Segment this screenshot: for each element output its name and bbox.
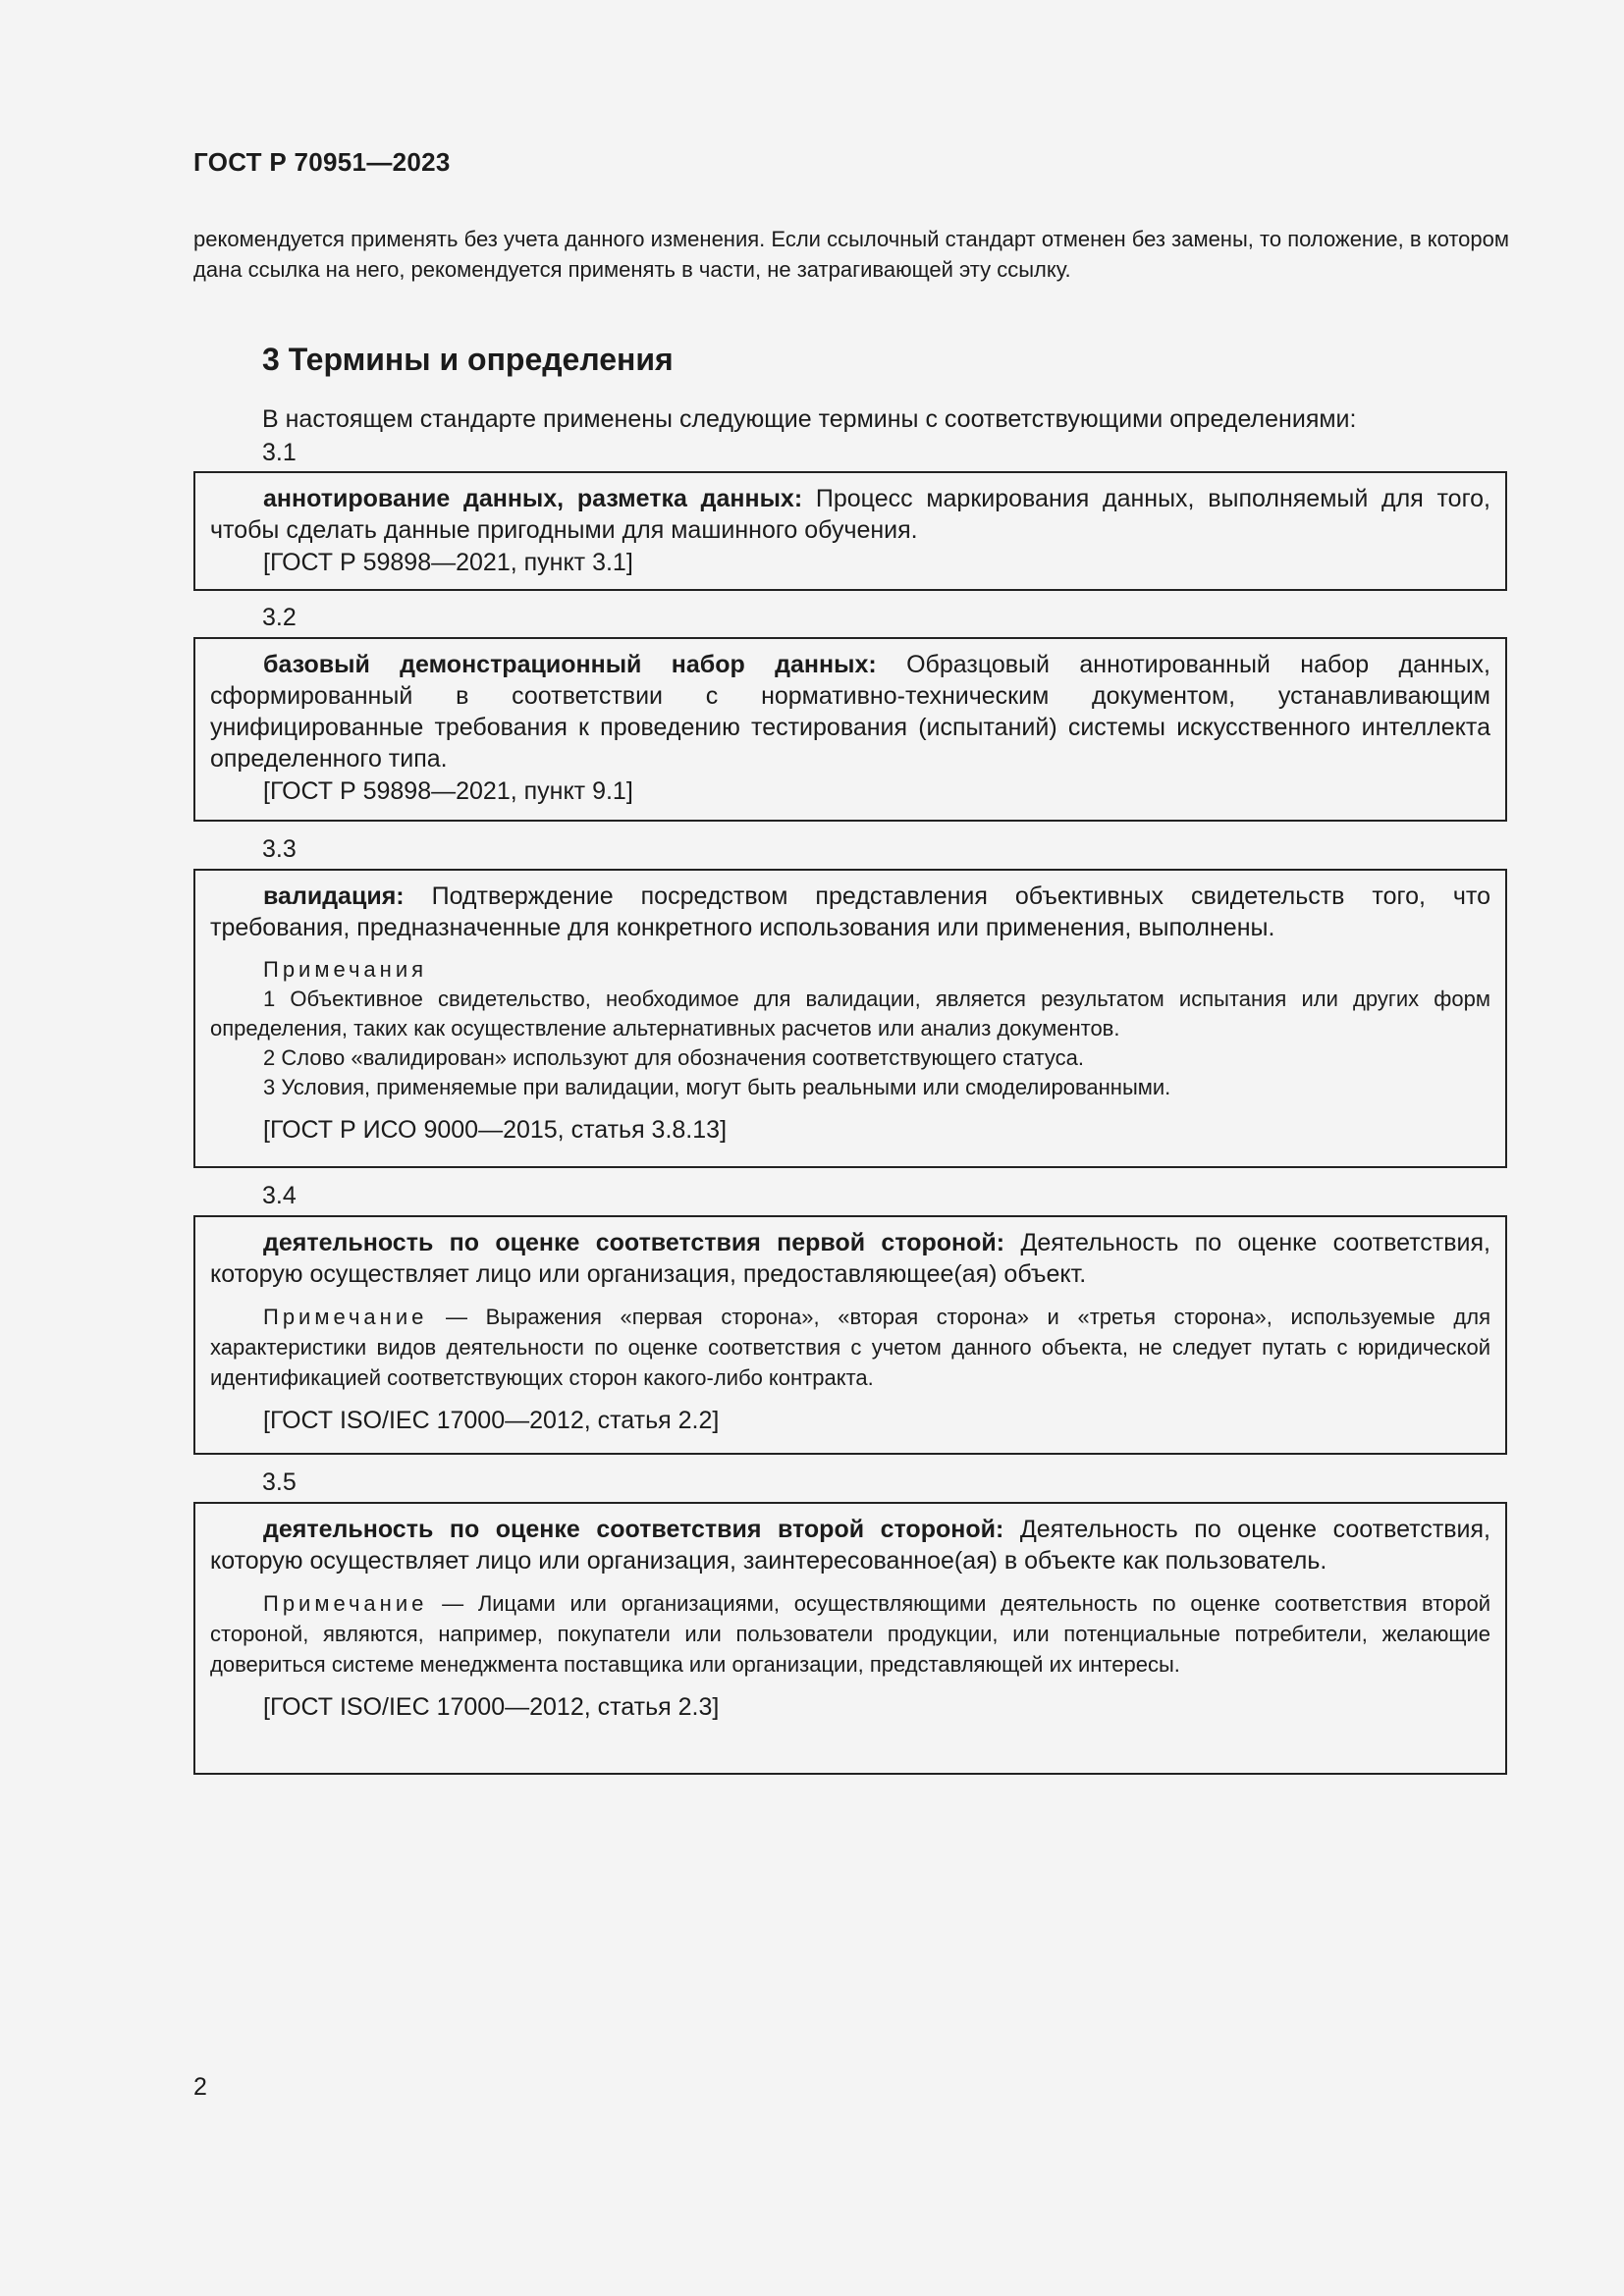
term-number: 3.2 (262, 604, 297, 631)
note-item: 1 Объективное свидетельство, необходимое для валидации, является результатом испытания или других форм определения, таких как осуществление альтернативных расчетов или анализ документов. (210, 987, 1490, 1041)
term-definition (210, 649, 1490, 774)
note-text: — Лицами или организациями, осуществляющими деятельность по оценке соответствия второй стороной, являются, например, покупатели или пользователи продукции, или потенциальные потребители, желающие довериться системе менеджмента поставщика или организации, представляющей их интересы. (210, 1591, 1490, 1677)
term-source: [ГОСТ Р ИСО 9000—2015, статья 3.8.13] (263, 1116, 728, 1144)
definition-text: Деятельность по оценке соответствия, которую осуществляет лицо или организация, предоставляющее(ая) объект. (210, 1229, 1490, 1288)
term-box (193, 1215, 1507, 1455)
term-source: [ГОСТ Р 59898—2021, пункт 3.1] (263, 549, 633, 576)
note-item: 2 Слово «валидирован» используют для обозначения соответствующего статуса. (263, 1045, 1084, 1070)
term-number: 3.5 (262, 1468, 297, 1496)
term-source: [ГОСТ ISO/IEC 17000—2012, статья 2.3] (263, 1693, 720, 1721)
notes-heading: Примечания (263, 957, 428, 982)
term-number: 3.1 (262, 439, 297, 466)
section-title: 3 Термины и определения (262, 342, 674, 377)
term-name: деятельность по оценке соответствия первой стороной: (263, 1229, 1005, 1256)
term-number: 3.3 (262, 835, 297, 863)
page-number: 2 (193, 2073, 207, 2101)
intro-paragraph: рекомендуется применять без учета данного изменения. Если ссылочный стандарт отменен без замены, то положение, в котором дана ссылка на него, рекомендуется применять в части, не затрагивающей эту ссылку. (193, 227, 1509, 282)
note-label: Примечание (263, 1305, 428, 1329)
note-item: 3 Условия, применяемые при валидации, могут быть реальными или смоделированными. (263, 1075, 1171, 1099)
note-text: — Выражения «первая сторона», «вторая сторона» и «третья сторона», используемые для характеристики видов деятельности по оценке соответствия с учетом данного объекта, не следует путать с юридической идентификацией соответствующих сторон какого-либо контракта. (210, 1305, 1490, 1390)
term-name: аннотирование данных, разметка данных: (263, 485, 803, 512)
term-source: [ГОСТ ISO/IEC 17000—2012, статья 2.2] (263, 1407, 720, 1434)
section-intro: В настоящем стандарте применены следующие термины с соответствующими определениями: (262, 405, 1357, 433)
term-box (193, 1502, 1507, 1775)
term-name: валидация: (263, 882, 405, 910)
term-box (193, 637, 1507, 822)
term-definition (210, 1227, 1490, 1290)
term-box (193, 869, 1507, 1168)
definition-text: Деятельность по оценке соответствия, которую осуществляет лицо или организация, заинтересованное(ая) в объекте как пользователь. (210, 1516, 1491, 1575)
term-source: [ГОСТ Р 59898—2021, пункт 9.1] (263, 777, 633, 805)
note-label: Примечание (263, 1591, 428, 1616)
note-paragraph (210, 1588, 1490, 1680)
term-box (193, 471, 1507, 591)
term-number: 3.4 (262, 1182, 297, 1209)
term-definition (210, 881, 1490, 943)
term-name: базовый демонстрационный набор данных: (263, 651, 877, 678)
definition-text: Образцовый аннотированный набор данных, сформированный в соответствии с нормативно-техническим документом, устанавливающим унифицированные требования к проведению тестирования (испытаний) системы искусственного интеллекта определенного типа. (210, 651, 1491, 773)
document-header: ГОСТ Р 70951—2023 (193, 147, 451, 177)
definition-text: Процесс маркирования данных, выполняемый для того, чтобы сделать данные пригодными для машинного обучения. (210, 485, 1490, 544)
term-definition (210, 1514, 1490, 1576)
term-name: деятельность по оценке соответствия второй стороной: (263, 1516, 1004, 1543)
definition-text: Подтверждение посредством представления объективных свидетельств того, что требования, предназначенные для конкретного использования или применения, выполнены. (210, 882, 1490, 941)
term-definition (210, 483, 1490, 546)
note-paragraph (210, 1302, 1490, 1393)
